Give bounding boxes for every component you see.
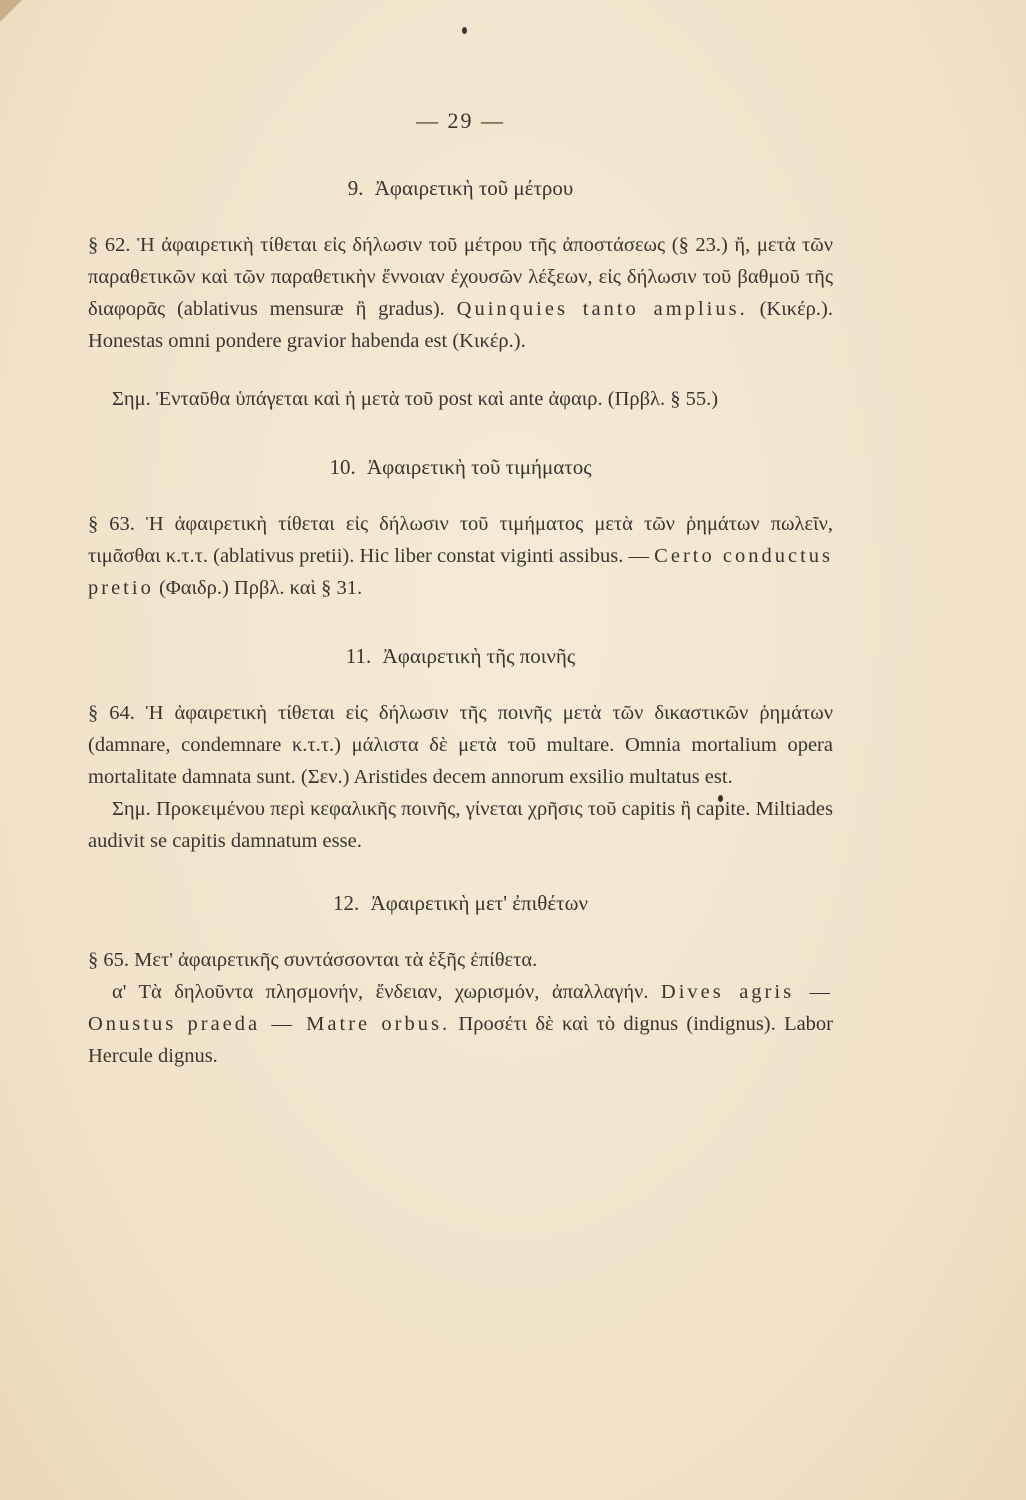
- paragraph-lead: § 64.: [88, 702, 135, 724]
- section-title: Ἀφαιρετικὴ τῆς ποινῆς: [382, 644, 576, 668]
- paragraph-text: Ἡ ἀφαιρετικὴ τίθεται εἰς δήλωσιν τοῦ μέτρου τῆς ἀποστάσεως (§ 23.) ἤ, μετὰ τῶν παραθετικῶν καὶ τῶν παραθετικὴν ἔννοιαν ἐχουσῶν λέξεων, εἰς δήλωσιν τοῦ βαθμοῦ τῆς διαφορᾶς (ablativus mensuræ ἢ gradus).: [88, 234, 834, 320]
- paragraph-65-a: [88, 976, 833, 1072]
- page-body: [88, 108, 833, 1072]
- note-62: [88, 383, 833, 415]
- item-lead: α': [112, 981, 127, 1003]
- section-number: 10.: [329, 455, 356, 479]
- section-heading-10: [88, 455, 833, 480]
- latin-example: Omnia mortalium opera mortalitate damnata sunt.: [88, 734, 833, 788]
- latin-example: Dives agris — Onustus praeda — Matre orbus.: [88, 981, 833, 1035]
- paragraph-text: Μετ' ἀφαιρετικῆς συντάσσονται τὰ ἑξῆς ἐπίθετα.: [134, 949, 538, 971]
- note-64: [88, 793, 833, 857]
- note-text: Ἐνταῦθα ὑπάγεται καὶ ἡ μετὰ τοῦ post καὶ ante ἀφαιρ. (Πρβλ. § 55.): [155, 388, 719, 410]
- paragraph-65: [88, 944, 833, 976]
- item-text: Προσέτι δὲ καὶ τὸ dignus (indignus).: [458, 1013, 776, 1035]
- paragraph-62: [88, 229, 833, 357]
- section-number: 11.: [345, 644, 372, 668]
- latin-example: Labor Hercule dignus.: [88, 1013, 834, 1067]
- latin-example: Aristides decem annorum exsilio multatus est.: [353, 766, 733, 788]
- ink-speck: [462, 27, 467, 34]
- example-source: (Κικέρ.).: [452, 330, 526, 352]
- example-source: (Σεν.): [300, 766, 350, 788]
- example-separator: —: [628, 545, 649, 567]
- paragraph-text: Ἡ ἀφαιρετικὴ τίθεται εἰς δήλωσιν τοῦ τιμήματος μετὰ τῶν ῥημάτων πωλεῖν, τιμᾶσθαι κ.τ.τ. (ablativus pretii).: [88, 513, 834, 567]
- paragraph-63: [88, 508, 833, 604]
- item-text: Τὰ δηλοῦντα πλησμονήν, ἔνδειαν, χωρισμόν, ἀπαλλαγήν.: [138, 981, 649, 1003]
- section-number: 12.: [333, 891, 360, 915]
- latin-example: Miltiades audivit se capitis damnatum esse.: [88, 798, 833, 852]
- latin-example: Quinquies tanto amplius.: [456, 298, 748, 320]
- section-heading-11: [88, 644, 833, 669]
- latin-example: Certo conductus pretio: [88, 545, 834, 599]
- paragraph-text: Ἡ ἀφαιρετικὴ τίθεται εἰς δήλωσιν τῆς ποινῆς μετὰ τῶν δικαστικῶν ῥημάτων (damnare, condemnare κ.τ.τ.) μάλιστα δὲ μετὰ τοῦ multare.: [88, 702, 833, 756]
- example-source: (Κικέρ.).: [759, 298, 833, 320]
- example-source: (Φαιδρ.) Πρβλ. καὶ § 31.: [158, 577, 363, 599]
- page-corner-fold: [0, 0, 22, 22]
- note-text: Προκειμένου περὶ κεφαλικῆς ποινῆς, γίνεται χρῆσις τοῦ capitis ἢ capite.: [155, 798, 751, 820]
- section-title: Ἀφαιρετικὴ μετ' ἐπιθέτων: [370, 891, 588, 915]
- paragraph-lead: § 63.: [88, 513, 135, 535]
- section-number: 9.: [347, 176, 364, 200]
- latin-example: Honestas omni pondere gravior habenda est: [88, 330, 448, 352]
- section-heading-9: [88, 176, 833, 201]
- page-number: — 29 —: [416, 108, 505, 133]
- section-title: Ἀφαιρετικὴ τοῦ μέτρου: [374, 176, 574, 200]
- paragraph-lead: § 62.: [88, 234, 131, 256]
- section-title: Ἀφαιρετικὴ τοῦ τιμήματος: [366, 455, 592, 479]
- note-lead: Σημ.: [112, 388, 151, 410]
- paragraph-lead: § 65.: [88, 949, 129, 971]
- paragraph-64: [88, 697, 833, 793]
- note-lead: Σημ.: [112, 798, 151, 820]
- section-heading-12: [88, 891, 833, 916]
- latin-example: Hic liber constat viginti assibus.: [359, 545, 624, 567]
